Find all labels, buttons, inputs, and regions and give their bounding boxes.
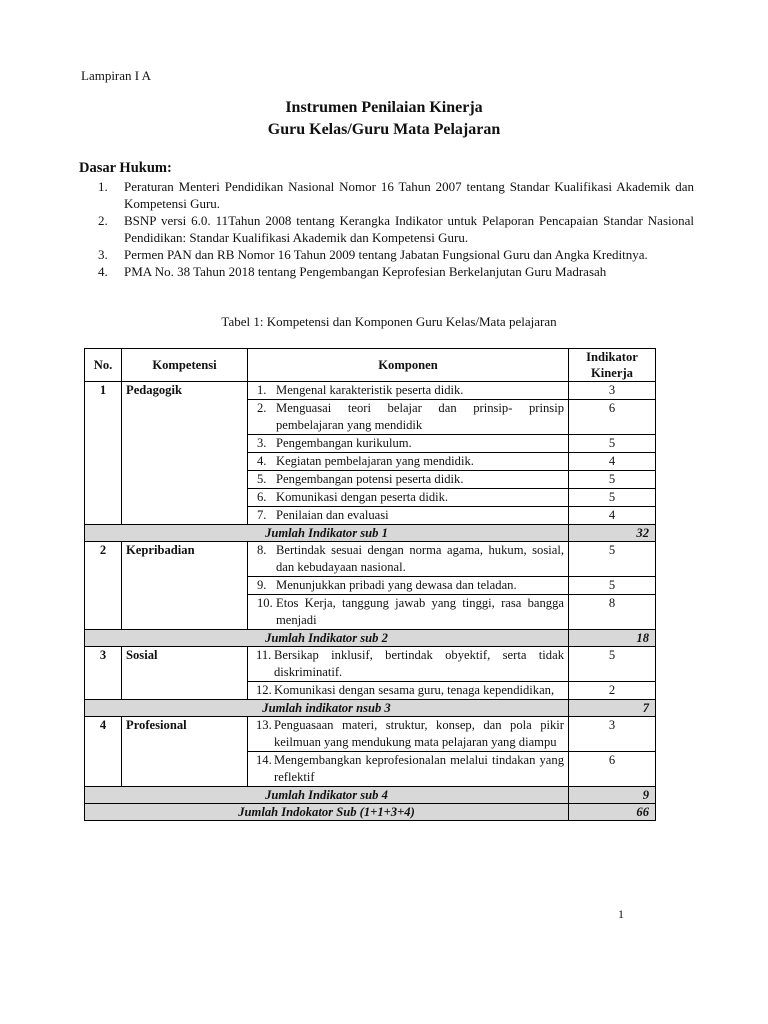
komponen-text: Kegiatan pembelajaran yang mendidik.: [276, 454, 474, 468]
komponen-cell: [248, 682, 569, 700]
list-item-text: Peraturan Menteri Pendidikan Nasional Nomor 16 Tahun 2007 tentang Standar Kualifikasi Akademik dan Kompetensi Guru.: [124, 179, 694, 211]
komponen-text: Komunikasi dengan peserta didik.: [276, 490, 449, 504]
indikator-value: 5: [569, 542, 656, 577]
header-kompetensi: Kompetensi: [122, 349, 248, 382]
komponen-text: Menguasai teori belajar dan prinsip- prinsip pembelajaran yang mendidik: [276, 401, 564, 432]
komponen-cell: [248, 453, 569, 471]
komponen-number: 12.: [256, 683, 272, 697]
komponen-number: 1.: [257, 383, 267, 397]
table-row: [85, 542, 656, 577]
komponen-text: Komunikasi dengan sesama guru, tenaga kependidikan,: [274, 683, 555, 697]
indikator-value: 5: [569, 647, 656, 682]
indikator-value: 6: [569, 400, 656, 435]
komponen-text: Mengenal karakteristik peserta didik.: [276, 383, 464, 397]
subtotal-row: [85, 700, 656, 717]
komponen-cell: [248, 647, 569, 682]
komponen-number: 13.: [256, 718, 272, 732]
komponen-number: 14.: [256, 753, 272, 767]
komponen-number: 3.: [257, 436, 267, 450]
komponen-number: 2.: [257, 401, 267, 415]
group-number: 4: [85, 717, 122, 787]
indikator-value: 2: [569, 682, 656, 700]
subtotal-row: [85, 630, 656, 647]
table-header-row: [85, 349, 656, 382]
header-komponen: Komponen: [248, 349, 569, 382]
komponen-cell: [248, 717, 569, 752]
indikator-value: 6: [569, 752, 656, 787]
header-indikator-line-1: Indikator: [586, 350, 638, 364]
list-item-number: 2.: [98, 213, 108, 228]
subtotal-value: 9: [569, 787, 656, 804]
indikator-value: 4: [569, 453, 656, 471]
page-number: 1: [618, 907, 624, 921]
table-row: [85, 717, 656, 752]
list-item: [80, 212, 694, 246]
komponen-number: 10.: [257, 596, 273, 610]
list-item-text: PMA No. 38 Tahun 2018 tentang Pengembangan Keprofesian Berkelanjutan Guru Madrasah: [124, 264, 607, 279]
document-title-line-1: Instrumen Penilaian Kinerja: [285, 99, 483, 116]
subtotal-label: Jumlah indikator nsub 3: [85, 700, 569, 717]
list-item: [80, 263, 694, 280]
header-indikator-kinerja: [569, 349, 656, 382]
komponen-number: 8.: [257, 543, 267, 557]
group-number: 3: [85, 647, 122, 700]
indikator-value: 3: [569, 717, 656, 752]
komponen-number: 6.: [257, 490, 267, 504]
group-kompetensi: Sosial: [122, 647, 248, 700]
list-item-number: 1.: [98, 179, 108, 194]
komponen-cell: [248, 382, 569, 400]
group-kompetensi: Kepribadian: [122, 542, 248, 630]
subtotal-value: 32: [569, 525, 656, 542]
komponen-text: Pengembangan kurikulum.: [276, 436, 412, 450]
dasar-hukum-list: [80, 178, 694, 280]
komponen-number: 5.: [257, 472, 267, 486]
komponen-cell: [248, 752, 569, 787]
indikator-value: 4: [569, 507, 656, 525]
list-item-text: BSNP versi 6.0. 11Tahun 2008 tentang Kerangka Indikator untuk Pelaporan Pencapaian Standar Nasional Pendidikan: Standar Kualifikasi Akademik dan Kompetensi Guru.: [124, 213, 694, 245]
komponen-text: Penguasaan materi, struktur, konsep, dan pola pikir keilmuan yang mendukung mata pelajaran yang diampu: [274, 718, 564, 749]
group-kompetensi: Pedagogik: [122, 382, 248, 525]
indikator-value: 3: [569, 382, 656, 400]
indikator-value: 8: [569, 595, 656, 630]
indikator-value: 5: [569, 435, 656, 453]
list-item-number: 3.: [98, 247, 108, 262]
document-title-line-2: Guru Kelas/Guru Mata Pelajaran: [267, 121, 501, 138]
competency-table: [84, 348, 656, 821]
komponen-cell: [248, 435, 569, 453]
subtotal-value: 7: [569, 700, 656, 717]
grand-total-label: Jumlah Indokator Sub (1+1+3+4): [85, 804, 569, 821]
komponen-cell: [248, 577, 569, 595]
dasar-hukum-heading: Dasar Hukum:: [79, 160, 172, 176]
lampiran-label: Lampiran I A: [81, 68, 152, 83]
grand-total-value: 66: [569, 804, 656, 821]
komponen-cell: [248, 507, 569, 525]
list-item: [80, 246, 694, 263]
header-indikator-line-2: Kinerja: [591, 366, 633, 380]
subtotal-label: Jumlah Indikator sub 2: [85, 630, 569, 647]
subtotal-value: 18: [569, 630, 656, 647]
group-kompetensi: Profesional: [122, 717, 248, 787]
indikator-value: 5: [569, 577, 656, 595]
indikator-value: 5: [569, 471, 656, 489]
subtotal-label: Jumlah Indikator sub 4: [85, 787, 569, 804]
table-row: [85, 647, 656, 682]
komponen-number: 9.: [257, 578, 267, 592]
komponen-text: Etos Kerja, tanggung jawab yang tinggi, rasa bangga menjadi: [276, 596, 564, 627]
header-no: No.: [85, 349, 122, 382]
komponen-text: Pengembangan potensi peserta didik.: [276, 472, 464, 486]
list-item: [80, 178, 694, 212]
komponen-number: 11.: [256, 648, 272, 662]
subtotal-row: [85, 525, 656, 542]
komponen-number: 7.: [257, 508, 267, 522]
komponen-text: Mengembangkan keprofesionalan melalui tindakan yang reflektif: [274, 753, 564, 784]
group-number: 2: [85, 542, 122, 630]
group-number: 1: [85, 382, 122, 525]
komponen-cell: [248, 489, 569, 507]
komponen-text: Bertindak sesuai dengan norma agama, hukum, sosial, dan kebudayaan nasional.: [276, 543, 564, 574]
grand-total-row: [85, 804, 656, 821]
subtotal-label: Jumlah Indikator sub 1: [85, 525, 569, 542]
table-row: [85, 382, 656, 400]
list-item-number: 4.: [98, 264, 108, 279]
komponen-cell: [248, 400, 569, 435]
komponen-number: 4.: [257, 454, 267, 468]
komponen-cell: [248, 471, 569, 489]
indikator-value: 5: [569, 489, 656, 507]
komponen-text: Penilaian dan evaluasi: [276, 508, 389, 522]
subtotal-row: [85, 787, 656, 804]
komponen-cell: [248, 542, 569, 577]
komponen-cell: [248, 595, 569, 630]
table-caption: Tabel 1: Kompetensi dan Komponen Guru Kelas/Mata pelajaran: [221, 314, 557, 329]
komponen-text: Menunjukkan pribadi yang dewasa dan teladan.: [276, 578, 517, 592]
list-item-text: Permen PAN dan RB Nomor 16 Tahun 2009 tentang Jabatan Fungsional Guru dan Angka Kreditnya.: [124, 247, 648, 262]
komponen-text: Bersikap inklusif, bertindak obyektif, serta tidak diskriminatif.: [274, 648, 564, 679]
